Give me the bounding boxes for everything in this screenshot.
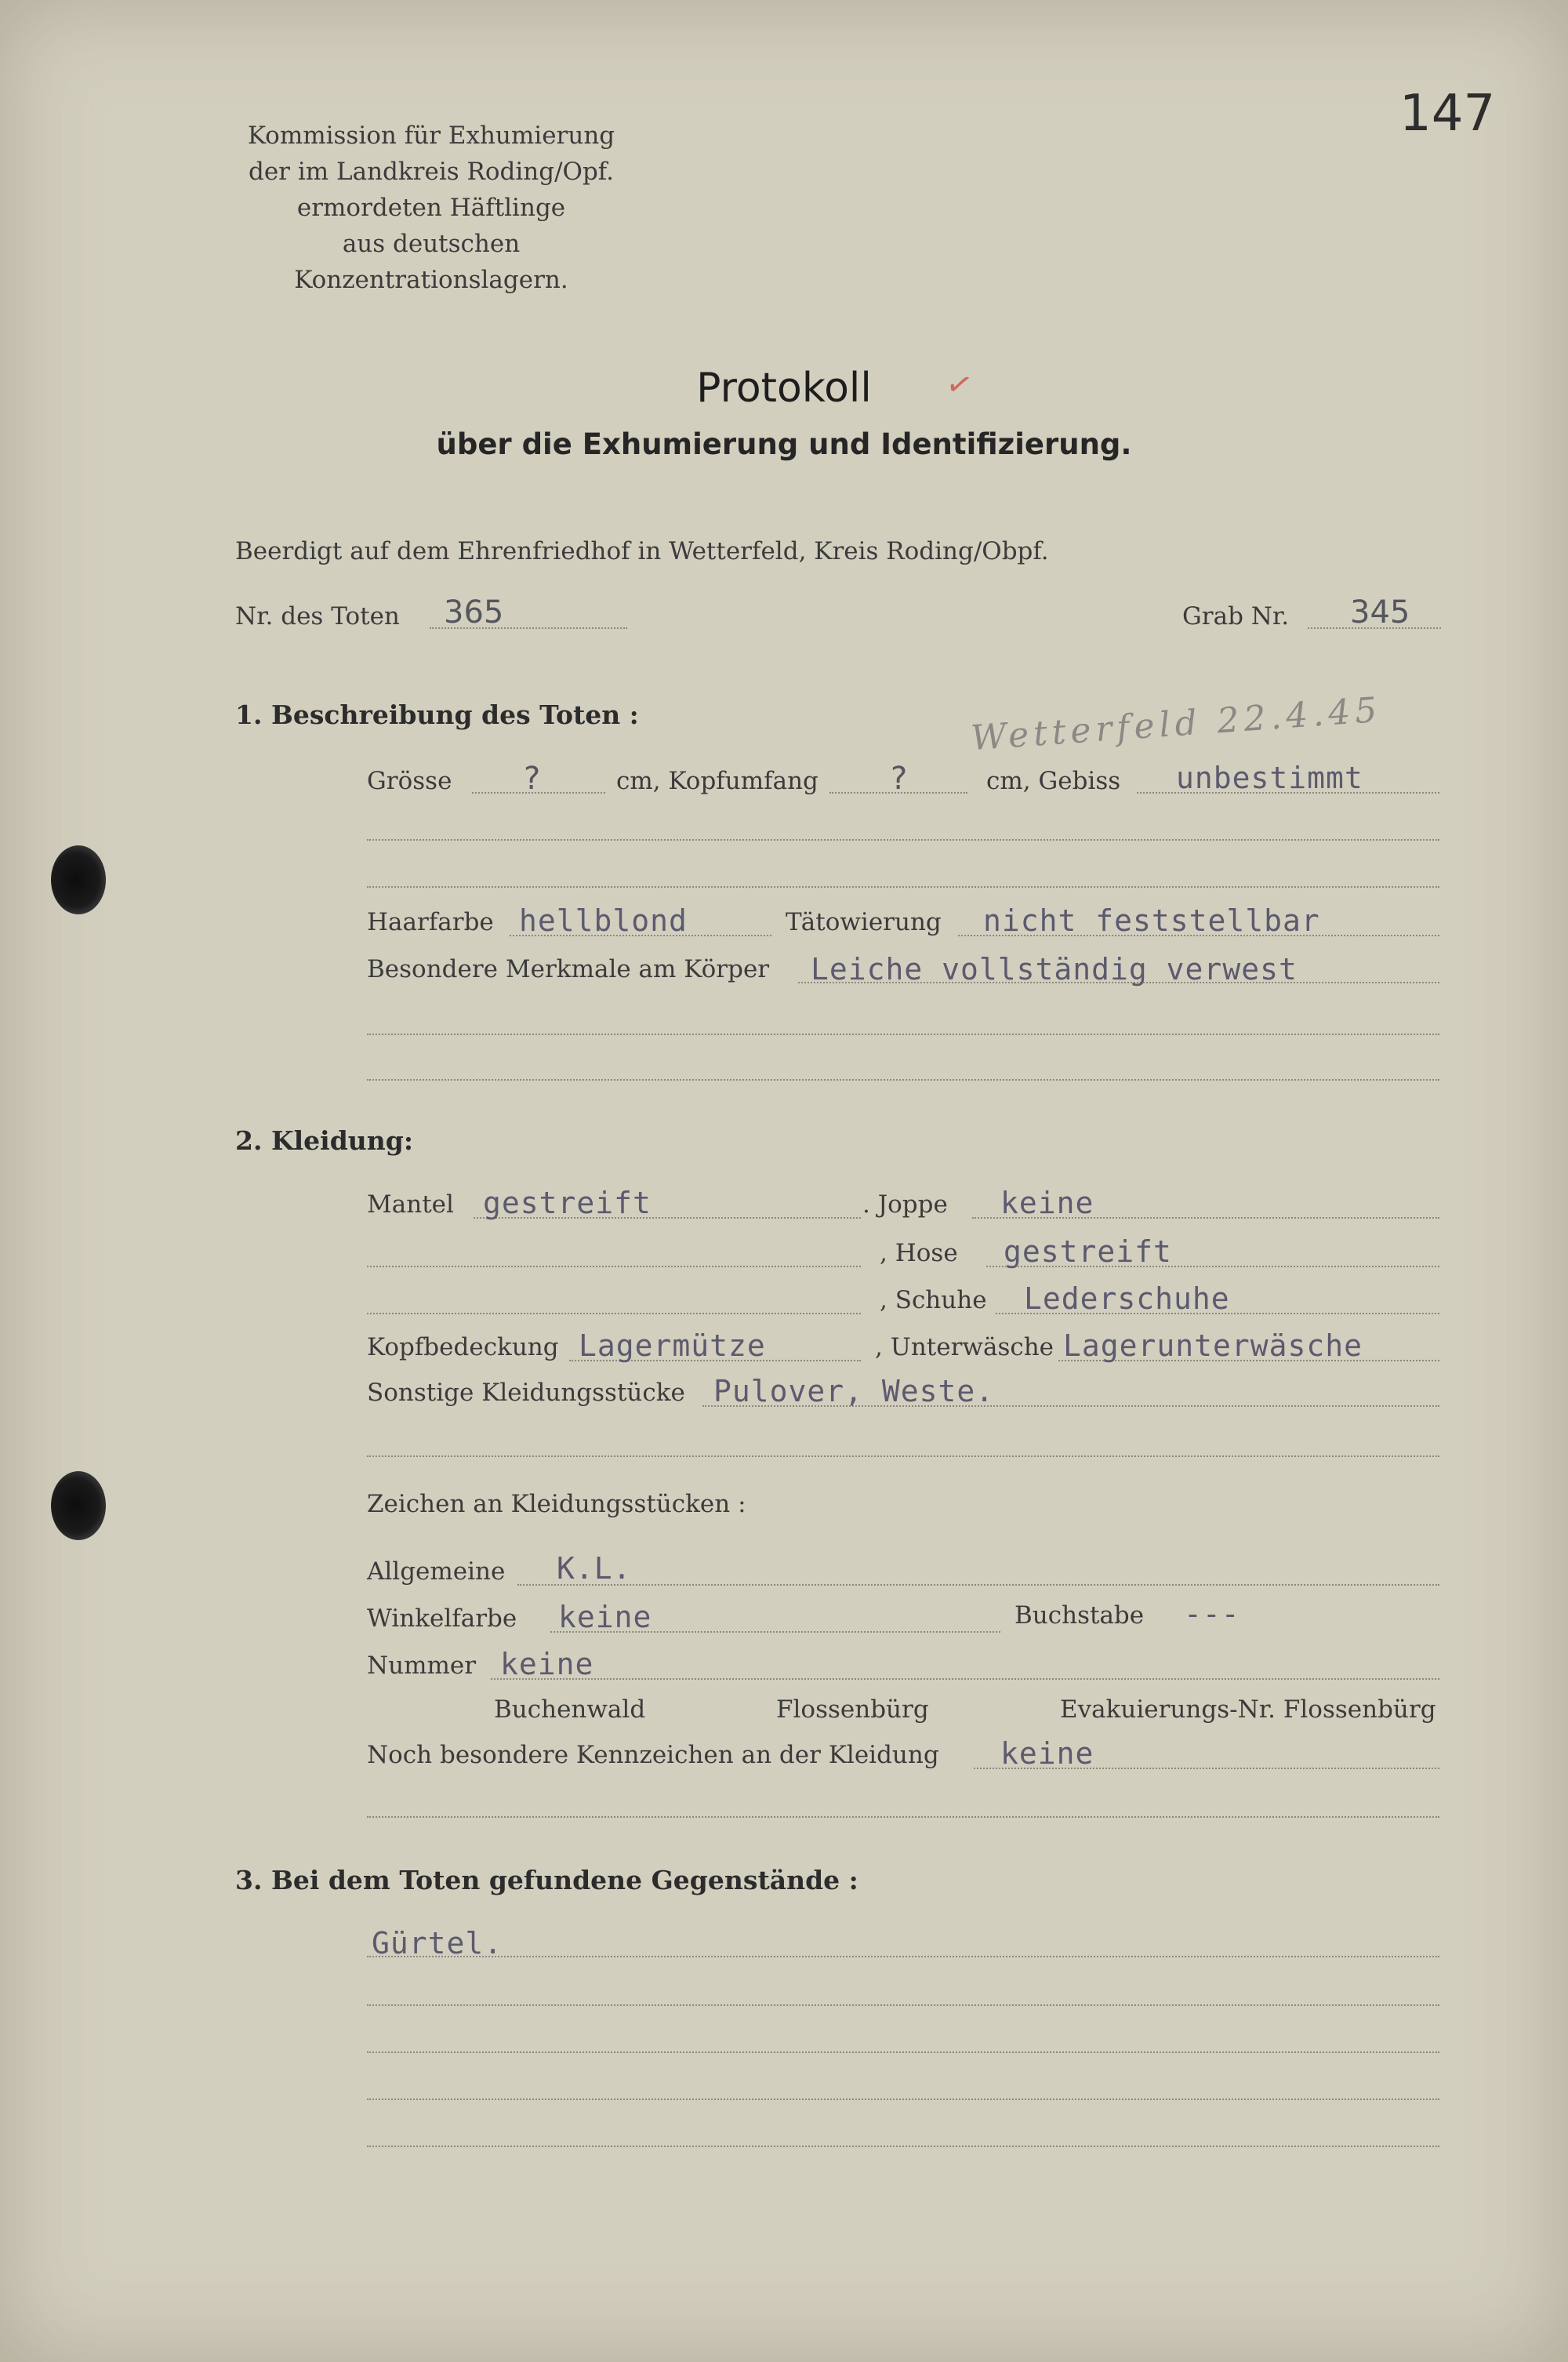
besondere-kennzeichen-value: keine [1000,1736,1094,1771]
merkmale-label: Besondere Merkmale am Körper [367,955,770,983]
punch-hole-top [51,845,106,914]
zeichen-label: Zeichen an Kleidungsstücken : [367,1490,746,1518]
winkelfarbe-value: keine [558,1600,652,1634]
mantel-value: gestreift [483,1186,652,1220]
gebiss-label: cm, Gebiss [986,767,1121,795]
nummer-value: keine [500,1647,594,1681]
kopfumfang-label: cm, Kopfumfang [616,767,818,795]
header-line-2: der im Landkreis Roding/Opf. [248,158,615,186]
allgemeine-value: K.L. [557,1551,632,1586]
header-line-1: Kommission für Exhumierung [247,122,615,150]
unterwaesche-value: Lagerunterwäsche [1063,1328,1363,1363]
flossenbuerg-label: Flossenbürg [776,1695,929,1724]
section-3-title: 3. Bei dem Toten gefundene Gegenstände : [235,1865,858,1895]
page-number: 147 [1399,85,1496,143]
dead-number-label: Nr. des Toten [235,602,400,630]
kopfbedeckung-value: Lagermütze [579,1328,766,1363]
buchstabe-value: --- [1184,1597,1240,1631]
haarfarbe-value: hellblond [519,903,688,938]
allgemeine-label: Allgemeine [367,1557,506,1586]
merkmale-value: Leiche vollständig verwest [811,952,1298,987]
nummer-label: Nummer [367,1652,477,1680]
grave-number-value: 345 [1350,594,1410,630]
dead-number-value: 365 [444,594,504,630]
hose-label: , Hose [880,1239,958,1267]
hose-value: gestreift [1004,1234,1172,1269]
groesse-value: ? [524,761,541,797]
schuhe-value: Lederschuhe [1024,1281,1230,1316]
mantel-label: Mantel [367,1190,454,1219]
check-mark: ✓ [942,365,976,405]
besondere-kennzeichen-label: Noch besondere Kennzeichen an der Kleidung [367,1741,939,1769]
commission-header [227,118,635,298]
section-2-title: 2. Kleidung: [235,1125,414,1156]
header-line-3: ermordeten Häftlinge [296,194,566,222]
punch-hole-bottom [51,1471,106,1540]
gebiss-value: unbestimmt [1176,761,1363,795]
grave-number-label: Grab Nr. [1182,602,1290,630]
buchstabe-label: Buchstabe [1014,1601,1145,1630]
haarfarbe-label: Haarfarbe [367,908,494,936]
buchenwald-label: Buchenwald [494,1695,646,1724]
handwritten-annotation: Wetterfeld 22.4.45 [969,689,1383,759]
joppe-value: keine [1000,1186,1094,1220]
kopfbedeckung-label: Kopfbedeckung [367,1333,559,1361]
kopfumfang-value: ? [891,761,908,797]
groesse-label: Grösse [367,767,452,795]
schuhe-label: , Schuhe [880,1286,987,1314]
sonstige-value: Pulover, Weste. [713,1374,995,1408]
evakuierungs-label: Evakuierungs-Nr. Flossenbürg [1060,1695,1436,1724]
header-line-4: aus deutschen Konzentrationslagern. [294,230,568,294]
joppe-label: . Joppe [862,1190,948,1219]
unterwaesche-label: , Unterwäsche [875,1333,1054,1361]
section-1-title: 1. Beschreibung des Toten : [235,700,639,730]
sonstige-label: Sonstige Kleidungsstücke [367,1379,685,1407]
taetowierung-label: Tätowierung [786,908,942,936]
document-title: Protokoll [696,365,872,412]
found-item-1: Gürtel. [372,1926,503,1960]
winkelfarbe-label: Winkelfarbe [367,1604,517,1633]
taetowierung-value: nicht feststellbar [983,903,1320,938]
document-subtitle: über die Exhumierung und Identifizierung. [436,427,1132,461]
burial-line: Beerdigt auf dem Ehrenfriedhof in Wetterfeld, Kreis Roding/Obpf. [235,537,1049,565]
